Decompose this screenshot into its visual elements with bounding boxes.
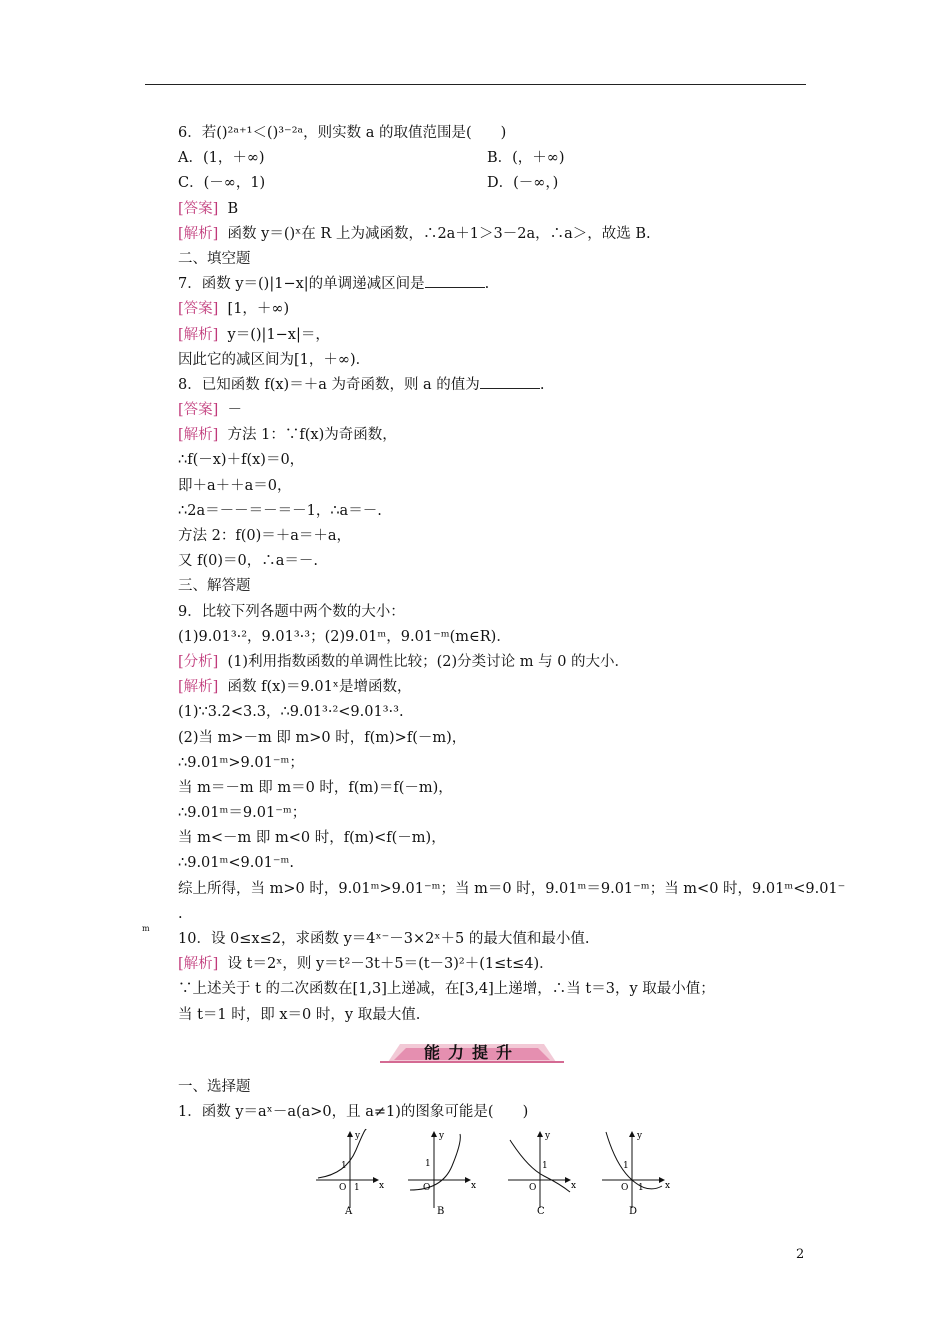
svg-text:y: y [637,1131,643,1141]
graph-label-c: C [537,1206,545,1217]
graph-d [602,1131,670,1217]
q8-step: 即＋a＋＋a＝0， [178,477,292,494]
q8-step: 方法 2：f(0)＝＋a＝＋a， [178,528,352,544]
answer-blank [425,273,485,288]
section-banner [380,1040,564,1066]
page-content [142,121,846,1028]
q9-analysis: [解析] 函数 f(x)＝9.01ˣ是增函数， [178,679,412,696]
q7-stem: 7．函数 y＝()|1−x|的单调递减区间是 . [178,272,818,297]
graph-label-b: B [437,1206,445,1217]
q6-option-d: D．(－∞，) [487,175,559,192]
q9-parts: (1)9.01³·²，9.01³·³；(2)9.01ᵐ，9.01⁻ᵐ(m∈R)． [178,628,511,645]
q7-answer: [答案] [1，＋∞) [178,301,290,318]
q6-options-row1 [178,146,818,171]
svg-text:y: y [545,1131,551,1141]
section-solve: 三、解答题 [178,578,251,595]
svg-text:O: O [621,1183,629,1193]
hint-tag: [分析] [178,653,219,670]
svg-text:x: x [471,1181,477,1191]
analysis-tag: [解析] [178,225,219,242]
q8-step: ∴f(－x)＋f(x)＝0， [178,452,305,469]
q1-stem: 1．函数 y＝aˣ－a(a>0，且 a≠1)的图象可能是( ) [178,1104,529,1120]
q10-step: 当 t＝1 时，即 x＝0 时，y 取最大值. [178,1006,421,1023]
graph-a [316,1129,384,1217]
svg-text:1: 1 [542,1161,548,1171]
q7-analysis: [解析] y＝()|1−x|＝， [178,326,330,343]
q9-step: (2)当 m>－m 即 m>0 时，f(m)>f(－m)， [178,729,467,746]
svg-text:y: y [439,1131,445,1141]
q6-stem: 6．若()²ᵃ⁺¹＜()³⁻²ᵃ，则实数 a 的取值范围是( ) [178,125,507,141]
svg-text:O: O [423,1183,431,1193]
svg-text:x: x [571,1181,577,1191]
answer-tag: [答案] [178,200,219,217]
svg-text:1: 1 [354,1183,360,1193]
wrap-char: m [142,923,150,933]
q7-conclusion: 因此它的减区间为[1，＋∞)． [178,351,371,368]
answer-tag: [答案] [178,301,219,318]
q8-answer: [答案] － [178,402,243,419]
q8-step: ∴2a＝－－＝－＝－1，∴a＝－. [178,502,382,519]
q6-option-a: A．(1，＋∞) [178,150,265,167]
svg-text:x: x [379,1181,385,1191]
q9-step: ∴9.01ᵐ>9.01⁻ᵐ； [178,754,304,771]
svg-text:x: x [665,1181,671,1191]
svg-text:O: O [339,1183,347,1193]
q10-stem: 10．设 0≤x≤2，求函数 y＝4ˣ⁻－3×2ˣ＋5 的最大值和最小值. [178,931,590,947]
header-rule [145,84,806,85]
graph-b [408,1131,476,1217]
analysis-tag: [解析] [178,326,219,343]
q9-step: 当 m<－m 即 m<0 时，f(m)<f(－m)， [178,830,446,847]
graph-label-d: D [629,1206,638,1217]
svg-text:O: O [529,1183,537,1193]
q9-step: (1)∵3.2<3.3，∴9.01³·²<9.01³·³. [178,704,404,721]
q9-stem: 9．比较下列各题中两个数的大小： [178,603,405,620]
q10-analysis: [解析] 设 t＝2ˣ，则 y＝t²－3t＋5＝(t－3)²＋(1≤t≤4)． [178,956,554,973]
q9-step: 当 m＝－m 即 m＝0 时，f(m)＝f(－m)， [178,779,453,796]
q9-step: ∴9.01ᵐ<9.01⁻ᵐ. [178,855,294,872]
q6-option-c: C．(－∞，1) [178,175,266,192]
q9-summary: 综上所得，当 m>0 时，9.01ᵐ>9.01⁻ᵐ；当 m＝0 时，9.01ᵐ＝9.01⁻ᵐ；当 m<0 时，9.01ᵐ<9.01⁻ [178,880,846,897]
q6-analysis: [解析] 函数 y＝()ˣ在 R 上为减函数，∴2a＋1＞3－2a，∴a＞，故选 B. [178,225,651,242]
q6-options-row2 [178,171,818,196]
graph-label-a: A [345,1206,353,1217]
q10-step: ∵上述关于 t 的二次函数在[1,3]上递减，在[3,4]上递增，∴当 t＝3，y 取最小值； [178,981,715,998]
answer-blank [480,374,540,389]
q9-summary-end: m . [178,902,818,927]
section-choice: 一、选择题 [178,1079,251,1095]
svg-text:1: 1 [425,1159,431,1169]
q9-hint: [分析] (1)利用指数函数的单调性比较；(2)分类讨论 m 与 0 的大小． [178,653,630,670]
q6-answer: [答案] B [178,200,239,217]
analysis-tag: [解析] [178,679,219,696]
analysis-tag: [解析] [178,956,219,973]
svg-text:1: 1 [638,1183,644,1193]
q8-step: 又 f(0)＝0，∴a＝－. [178,553,318,570]
option-graphs [312,1128,682,1218]
answer-tag: [答案] [178,402,219,419]
q8-analysis: [解析] 方法 1：∵f(x)为奇函数， [178,427,397,444]
q8-stem: 8．已知函数 f(x)＝＋a 为奇函数，则 a 的值为 . [178,373,818,398]
page-number: 2 [796,1247,805,1262]
svg-text:y: y [355,1131,361,1141]
svg-text:1: 1 [623,1161,629,1171]
q6-option-b: B．(，＋∞) [487,150,565,167]
svg-text:1: 1 [341,1161,347,1171]
q9-step: ∴9.01ᵐ＝9.01⁻ᵐ； [178,805,307,822]
section-fill-in: 二、填空题 [178,250,251,267]
graph-c [508,1131,576,1217]
analysis-tag: [解析] [178,427,219,444]
banner-title: 能力提升 [423,1043,520,1062]
